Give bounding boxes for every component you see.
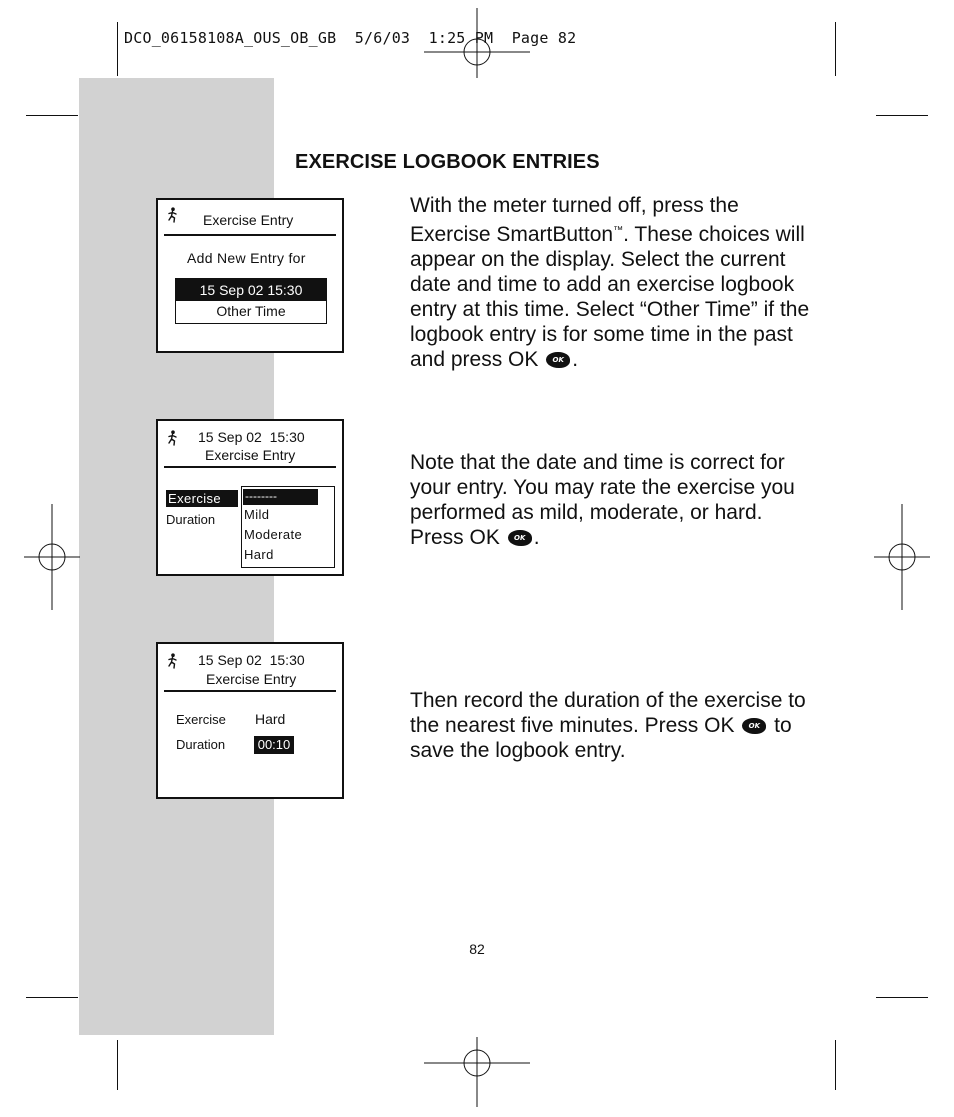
runner-icon xyxy=(166,430,180,446)
section-title: EXERCISE LOGBOOK ENTRIES xyxy=(295,151,600,173)
runner-icon xyxy=(166,207,180,223)
option-current-datetime[interactable]: 15 Sep 02 15:30 xyxy=(176,279,326,301)
p2-end: . xyxy=(533,526,540,549)
ok-button-icon: OK xyxy=(508,530,532,546)
registration-mark-left-icon xyxy=(24,504,80,610)
p3-text-b: to save the logbook entry. xyxy=(410,714,792,762)
meter-screen-3 xyxy=(156,642,344,799)
crop-mark-tl-v xyxy=(117,22,118,76)
intensity-option-hard[interactable]: Hard xyxy=(244,547,274,562)
crop-mark-br-h xyxy=(876,997,928,998)
screen3-datetime: 15 Sep 02 15:30 xyxy=(198,652,305,668)
crop-mark-bl-v xyxy=(117,1040,118,1090)
p1-text-a: With the meter turned off, press the Exercise SmartButton xyxy=(410,194,739,246)
intensity-option-mild[interactable]: Mild xyxy=(244,507,270,522)
registration-mark-bottom-icon xyxy=(424,1037,530,1107)
screen1-prompt: Add New Entry for xyxy=(187,250,306,266)
screen3-title: Exercise Entry xyxy=(206,671,297,687)
meter-screen-1 xyxy=(156,198,344,353)
paragraph-1 xyxy=(410,193,810,372)
option-other-time[interactable]: Other Time xyxy=(216,303,286,319)
page-number: 82 xyxy=(469,941,485,957)
field-duration-label: Duration xyxy=(166,512,216,527)
screen2-datetime: 15 Sep 02 15:30 xyxy=(198,429,305,445)
p2-text-a: Note that the date and time is correct for your entry. You may rate the exercise you performed as mild, moderate, or hard. Press OK xyxy=(410,451,795,549)
intensity-option-moderate[interactable]: Moderate xyxy=(244,527,303,542)
paragraph-2 xyxy=(410,450,810,550)
crop-mark-tr-v xyxy=(835,22,836,76)
intensity-option-none[interactable]: -------- xyxy=(243,489,318,505)
crop-mark-br-v xyxy=(835,1040,836,1090)
crop-mark-bl-h xyxy=(26,997,78,998)
screen2-title: Exercise Entry xyxy=(205,447,296,463)
runner-icon xyxy=(166,653,180,669)
p1-text-b: . These choices will appear on the display. Select the current date and time to add an exercise logbook entry at this time. Select “Other Time” if the logbook entry is for some time in the past and press OK xyxy=(410,223,810,371)
meter-screen-2 xyxy=(156,419,344,576)
p3-text-a: Then record the duration of the exercise to the nearest five minutes. Press OK xyxy=(410,689,806,737)
crop-mark-tl-h xyxy=(26,115,78,116)
registration-mark-top-icon xyxy=(424,8,530,78)
field-exercise-label: Exercise xyxy=(166,490,238,507)
paragraph-3 xyxy=(410,688,810,763)
print-slug: DCO_06158108A_OUS_OB_GB 5/6/03 1:25 PM Page 82 xyxy=(124,29,577,47)
registration-mark-right-icon xyxy=(874,504,930,610)
p1-end: . xyxy=(572,348,579,371)
screen1-title: Exercise Entry xyxy=(203,212,294,228)
ok-button-icon: OK xyxy=(742,718,766,734)
trademark: ™ xyxy=(613,225,624,236)
crop-mark-tr-h xyxy=(876,115,928,116)
screen3-duration-label: Duration xyxy=(176,737,226,752)
screen3-duration-value[interactable]: 00:10 xyxy=(254,736,294,754)
ok-button-icon: OK xyxy=(546,352,570,368)
screen3-exercise-label: Exercise xyxy=(176,712,226,727)
screen1-options xyxy=(175,278,327,324)
screen3-exercise-value: Hard xyxy=(255,711,286,727)
intensity-list xyxy=(241,486,335,568)
